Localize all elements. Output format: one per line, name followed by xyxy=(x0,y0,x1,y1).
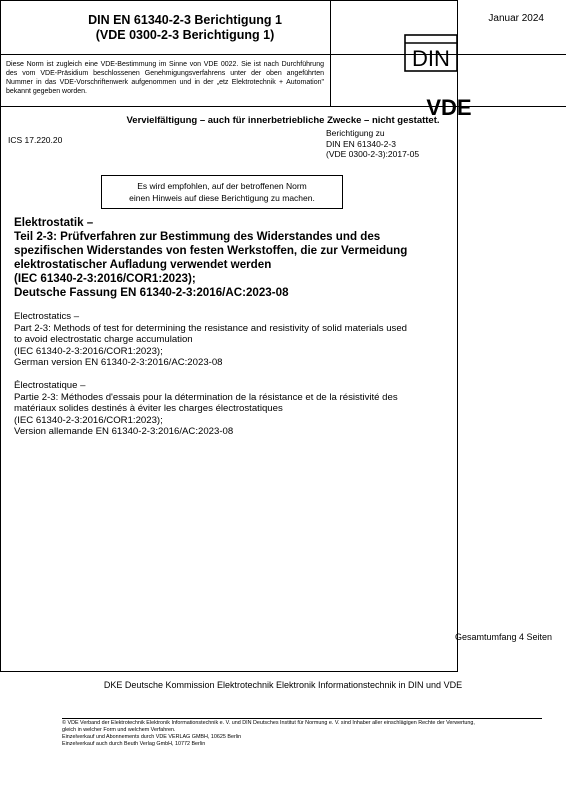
recommendation-line: einen Hinweis auf diese Berichtigung zu machen. xyxy=(129,193,315,203)
title-line: Teil 2-3: Prüfverfahren zur Bestimmung des Widerstandes und des xyxy=(14,230,381,243)
din-logo-text: DIN xyxy=(412,46,450,71)
footer-line: Einzelverkauf und Abonnements durch VDE VERLAG GMBH, 10625 Berlin xyxy=(62,734,242,740)
document-title-line-1: DIN EN 61340-2-3 Berichtigung 1 xyxy=(88,13,282,27)
title-line: Electrostatics – xyxy=(14,311,80,322)
title-english xyxy=(14,311,454,369)
correction-line: Berichtigung zu xyxy=(326,128,385,138)
copyright-footer xyxy=(62,718,542,748)
title-line: Électrostatique – xyxy=(14,380,86,391)
recommendation-line: Es wird empfohlen, auf der betroffenen Norm xyxy=(137,181,307,191)
title-line: (IEC 61340-2-3:2016/COR1:2023); xyxy=(14,345,163,357)
title-line: spezifischen Widerstandes von festen Werkstoffen, die zur Vermeidung xyxy=(14,244,408,257)
title-line: Version allemande EN 61340-2-3:2016/AC:2023-08 xyxy=(14,426,234,437)
title-line: Elektrostatik – xyxy=(14,216,94,229)
document-title-line-2: (VDE 0300-2-3 Berichtigung 1) xyxy=(95,28,275,42)
footer-rule xyxy=(62,718,542,719)
vde-regulation-note: Diese Norm ist zugleich eine VDE-Bestimmung im Sinne von VDE 0022. Sie ist nach Durchführung des vom VDE-Präsidium beschlossenen Genehmigungsverfahrens unter der oben angeführten Nummer in das VDE-Vorschriftenwerk aufgenommen und in der „etz Elektrotechnik + Automation" bekannt gegeben worden. xyxy=(6,61,324,95)
ics-code: ICS 17.220.20 xyxy=(8,135,63,145)
header-divider xyxy=(0,54,566,55)
title-line: Partie 2-3: Méthodes d'essais pour la détermination de la résistance et de la résistivité des xyxy=(14,391,398,403)
title-line: elektrostatischer Aufladung verwendet werden xyxy=(14,258,272,271)
correction-line: DIN EN 61340-2-3 xyxy=(326,138,396,149)
title-line: (IEC 61340-2-3:2016/COR1:2023); xyxy=(14,272,196,285)
reproduction-notice: Vervielfältigung – auch für innerbetriebliche Zwecke – nicht gestattet. xyxy=(126,115,440,126)
correction-line: (VDE 0300-2-3):2017-05 xyxy=(326,149,420,159)
footer-line: © VDE Verband der Elektrotechnik Elektronik Informationstechnik e. V. und DIN Deutsches Institut für Normung e. V. sind Inhaber aller einschlägigen Rechte der Verwertung, xyxy=(62,720,475,726)
title-line: matériaux solides destinés à éviter les charges électrostatiques xyxy=(14,403,283,414)
issue-date: Januar 2024 xyxy=(488,13,544,24)
din-logo xyxy=(404,34,458,72)
title-french xyxy=(14,380,454,438)
footer-line: gleich in welcher Form und welchem Verfahren. xyxy=(62,727,176,733)
vde-logo xyxy=(394,94,504,120)
total-pages: Gesamtumfang 4 Seiten xyxy=(454,632,552,642)
footer-line: Einzelverkauf auch durch Beuth Verlag GmbH, 10772 Berlin xyxy=(62,741,206,747)
title-line: German version EN 61340-2-3:2016/AC:2023-08 xyxy=(14,357,223,368)
correction-reference xyxy=(326,128,419,160)
title-line: (IEC 61340-2-3:2016/COR1:2023); xyxy=(14,414,163,426)
title-german xyxy=(14,216,454,300)
vde-logo-text: VDE xyxy=(426,95,472,120)
committee-line: DKE Deutsche Kommission Elektrotechnik Elektronik Informationstechnik in DIN und VDE xyxy=(103,680,463,690)
title-line: Deutsche Fassung EN 61340-2-3:2016/AC:2023-08 xyxy=(14,286,289,299)
title-line: to avoid electrostatic charge accumulation xyxy=(14,334,193,345)
recommendation-box xyxy=(101,175,343,209)
logo-column-divider xyxy=(330,0,331,106)
title-line: Part 2-3: Methods of test for determining the resistance and resistivity of solid materials used xyxy=(14,322,407,334)
